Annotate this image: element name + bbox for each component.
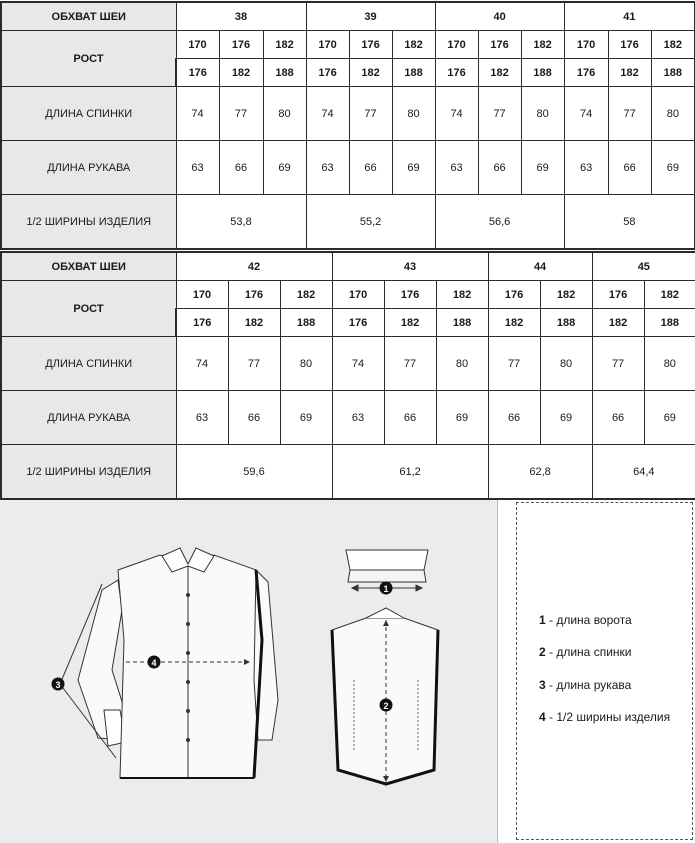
back-shirt-illustration <box>332 608 438 784</box>
height-cell: 182 <box>644 281 695 309</box>
value-cell: 63 <box>435 141 478 195</box>
neck-label: ОБХВАТ ШЕИ <box>1 252 176 281</box>
height-cell: 170 <box>306 31 349 59</box>
height-cell: 182 <box>540 281 592 309</box>
legend-number: 2 <box>539 645 546 659</box>
legend-number: 3 <box>539 678 546 692</box>
value-cell: 77 <box>219 87 263 141</box>
value-cell: 63 <box>176 141 219 195</box>
height-cell: 182 <box>280 281 332 309</box>
marker-3: 3 <box>55 680 61 690</box>
height-cell: 176 <box>176 59 219 87</box>
legend-number: 1 <box>539 613 546 627</box>
height-cell: 176 <box>228 281 280 309</box>
value-cell: 58 <box>564 195 695 250</box>
height-cell: 176 <box>435 59 478 87</box>
shirt-diagram-panel <box>0 500 498 843</box>
height-cell: 170 <box>176 281 228 309</box>
height-cell: 182 <box>592 309 644 337</box>
value-cell: 80 <box>280 337 332 391</box>
size-table-1 <box>0 1 695 250</box>
half-width-label: 1/2 ШИРИНЫ ИЗДЕЛИЯ <box>1 445 176 500</box>
height-cell: 188 <box>651 59 695 87</box>
height-cell: 182 <box>436 281 488 309</box>
height-cell: 176 <box>306 59 349 87</box>
neck-size: 38 <box>176 2 306 31</box>
height-cell: 188 <box>436 309 488 337</box>
legend-number: 4 <box>539 710 546 724</box>
value-cell: 63 <box>332 391 384 445</box>
height-cell: 170 <box>435 31 478 59</box>
height-cell: 176 <box>478 31 521 59</box>
height-cell: 182 <box>488 309 540 337</box>
height-cell: 182 <box>478 59 521 87</box>
legend-item <box>539 645 631 659</box>
height-cell: 182 <box>608 59 651 87</box>
value-cell: 62,8 <box>488 445 592 500</box>
value-cell: 77 <box>478 87 521 141</box>
height-cell: 188 <box>280 309 332 337</box>
height-cell: 182 <box>392 31 435 59</box>
height-cell: 170 <box>332 281 384 309</box>
legend-text: - длина рукава <box>545 678 632 692</box>
legend-text: - длина ворота <box>545 613 632 627</box>
neck-size: 44 <box>488 252 592 281</box>
value-cell: 74 <box>435 87 478 141</box>
back-length-label: ДЛИНА СПИНКИ <box>1 337 176 391</box>
value-cell: 69 <box>644 391 695 445</box>
height-cell: 176 <box>176 309 228 337</box>
height-cell: 182 <box>219 59 263 87</box>
back-length-label: ДЛИНА СПИНКИ <box>1 87 176 141</box>
value-cell: 80 <box>651 87 695 141</box>
height-cell: 182 <box>651 31 695 59</box>
value-cell: 59,6 <box>176 445 332 500</box>
height-cell: 176 <box>488 281 540 309</box>
legend-item <box>539 678 631 692</box>
value-cell: 77 <box>488 337 540 391</box>
legend-item <box>539 710 670 724</box>
value-cell: 80 <box>644 337 695 391</box>
value-cell: 77 <box>349 87 392 141</box>
legend-item <box>539 613 632 627</box>
height-cell: 188 <box>540 309 592 337</box>
value-cell: 74 <box>564 87 608 141</box>
value-cell: 63 <box>306 141 349 195</box>
height-cell: 188 <box>644 309 695 337</box>
value-cell: 66 <box>219 141 263 195</box>
height-cell: 182 <box>349 59 392 87</box>
marker-2: 2 <box>383 701 389 711</box>
value-cell: 56,6 <box>435 195 564 250</box>
marker-1: 1 <box>383 584 389 594</box>
height-cell: 176 <box>219 31 263 59</box>
value-cell: 63 <box>564 141 608 195</box>
value-cell: 74 <box>306 87 349 141</box>
value-cell: 69 <box>651 141 695 195</box>
neck-size: 45 <box>592 252 695 281</box>
height-cell: 176 <box>384 281 436 309</box>
value-cell: 80 <box>521 87 564 141</box>
value-cell: 66 <box>349 141 392 195</box>
value-cell: 74 <box>176 87 219 141</box>
collar-illustration <box>346 550 428 595</box>
value-cell: 69 <box>521 141 564 195</box>
size-table-2 <box>0 251 695 500</box>
value-cell: 69 <box>392 141 435 195</box>
value-cell: 77 <box>608 87 651 141</box>
neck-size: 40 <box>435 2 564 31</box>
height-label: РОСТ <box>1 281 176 337</box>
neck-size: 41 <box>564 2 695 31</box>
value-cell: 80 <box>436 337 488 391</box>
neck-size: 42 <box>176 252 332 281</box>
value-cell: 66 <box>478 141 521 195</box>
half-width-label: 1/2 ШИРИНЫ ИЗДЕЛИЯ <box>1 195 176 250</box>
height-cell: 176 <box>564 59 608 87</box>
height-cell: 176 <box>332 309 384 337</box>
height-cell: 188 <box>392 59 435 87</box>
height-cell: 176 <box>349 31 392 59</box>
height-cell: 182 <box>384 309 436 337</box>
height-cell: 188 <box>521 59 564 87</box>
value-cell: 66 <box>488 391 540 445</box>
value-cell: 80 <box>263 87 306 141</box>
value-cell: 77 <box>592 337 644 391</box>
legend-text: - длина спинки <box>545 645 632 659</box>
value-cell: 61,2 <box>332 445 488 500</box>
value-cell: 66 <box>228 391 280 445</box>
value-cell: 69 <box>540 391 592 445</box>
sleeve-length-label: ДЛИНА РУКАВА <box>1 391 176 445</box>
neck-size: 43 <box>332 252 488 281</box>
height-cell: 182 <box>263 31 306 59</box>
value-cell: 69 <box>436 391 488 445</box>
value-cell: 55,2 <box>306 195 435 250</box>
neck-size: 39 <box>306 2 435 31</box>
shirt-diagram <box>0 500 497 843</box>
value-cell: 74 <box>176 337 228 391</box>
height-label: РОСТ <box>1 31 176 87</box>
value-cell: 66 <box>592 391 644 445</box>
value-cell: 80 <box>540 337 592 391</box>
value-cell: 74 <box>332 337 384 391</box>
height-cell: 176 <box>592 281 644 309</box>
height-cell: 182 <box>228 309 280 337</box>
neck-label: ОБХВАТ ШЕИ <box>1 2 176 31</box>
value-cell: 77 <box>384 337 436 391</box>
value-cell: 69 <box>263 141 306 195</box>
legend-panel <box>516 502 693 840</box>
value-cell: 66 <box>384 391 436 445</box>
value-cell: 64,4 <box>592 445 695 500</box>
height-cell: 176 <box>608 31 651 59</box>
value-cell: 63 <box>176 391 228 445</box>
sleeve-length-label: ДЛИНА РУКАВА <box>1 141 176 195</box>
value-cell: 66 <box>608 141 651 195</box>
height-cell: 182 <box>521 31 564 59</box>
legend-text: - 1/2 ширины изделия <box>545 710 671 724</box>
height-cell: 170 <box>564 31 608 59</box>
height-cell: 188 <box>263 59 306 87</box>
marker-4: 4 <box>151 658 157 668</box>
value-cell: 77 <box>228 337 280 391</box>
height-cell: 170 <box>176 31 219 59</box>
value-cell: 53,8 <box>176 195 306 250</box>
value-cell: 69 <box>280 391 332 445</box>
value-cell: 80 <box>392 87 435 141</box>
